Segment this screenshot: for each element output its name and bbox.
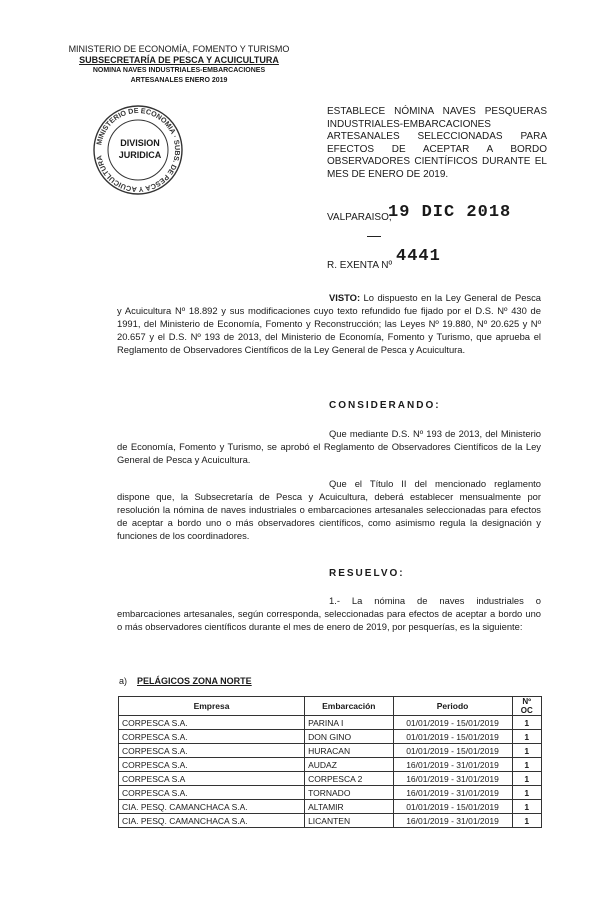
cell-empresa: CORPESCA S.A: [119, 772, 305, 786]
cell-periodo: 01/01/2019 - 15/01/2019: [393, 716, 512, 730]
section-heading: [119, 676, 252, 686]
considerando-paragraph-1: Que mediante D.S. Nº 193 de 2013, del Ministerio de Economía, Fomento y Turismo, se aprobó el Reglamento de Observadores Científicos de la Ley General de Pesca y Acuicultura.: [117, 428, 541, 465]
visto-label: VISTO:: [329, 292, 361, 303]
resolution-number: 4441: [396, 247, 441, 266]
table-row: [119, 772, 542, 786]
cell-empresa: CORPESCA S.A.: [119, 786, 305, 800]
letterhead: [64, 44, 294, 86]
table-row: [119, 814, 542, 828]
stamp-ring-text: MINISTERIO DE ECONOMIA · SUBS. DE PESCA Y ACUICULTURA: [94, 105, 183, 195]
col-header-oc-line2: OC: [520, 706, 533, 715]
cell-empresa: CIA. PESQ. CAMANCHACA S.A.: [119, 814, 305, 828]
cell-embarcacion: HURACAN: [305, 744, 393, 758]
cell-oc: 1: [512, 772, 542, 786]
cell-oc: 1: [512, 730, 542, 744]
cell-empresa: CORPESCA S.A.: [119, 730, 305, 744]
col-header-empresa: Empresa: [119, 697, 305, 716]
date-stamp: 19 DIC 2018: [388, 203, 512, 222]
place: VALPARAISO,: [327, 212, 392, 223]
stamp-center-text: [100, 137, 180, 161]
cell-empresa: CORPESCA S.A.: [119, 758, 305, 772]
cell-periodo: 01/01/2019 - 15/01/2019: [393, 744, 512, 758]
divider-dash: [367, 236, 381, 237]
cell-embarcacion: CORPESCA 2: [305, 772, 393, 786]
stamp-division: DIVISION: [120, 138, 160, 148]
cell-empresa: CIA. PESQ. CAMANCHACA S.A.: [119, 800, 305, 814]
resolution-label: R. EXENTA Nº: [327, 260, 393, 271]
cell-embarcacion: ALTAMIR: [305, 800, 393, 814]
table-row: [119, 730, 542, 744]
cell-periodo: 16/01/2019 - 31/01/2019: [393, 758, 512, 772]
visto-paragraph: [117, 291, 541, 356]
table-row: [119, 786, 542, 800]
cell-embarcacion: LICANTEN: [305, 814, 393, 828]
col-header-oc-line1: Nº: [522, 697, 532, 706]
cell-oc: 1: [512, 716, 542, 730]
section-letter: a): [119, 676, 128, 686]
resuelvo-paragraph-1: 1.- La nómina de naves industriales o embarcaciones artesanales, según corresponda, seleccionadas para efectos de aceptar a bordo uno o más observadores científicos durante el mes de enero de 2019, por pesquerías, es la siguiente:: [117, 595, 541, 632]
cell-periodo: 01/01/2019 - 15/01/2019: [393, 800, 512, 814]
table-row: [119, 716, 542, 730]
cell-periodo: 16/01/2019 - 31/01/2019: [393, 814, 512, 828]
subsecretaria-name: SUBSECRETARÍA DE PESCA Y ACUICULTURA: [79, 55, 279, 65]
cell-embarcacion: PARINA I: [305, 716, 393, 730]
cell-oc: 1: [512, 800, 542, 814]
cell-embarcacion: DON GINO: [305, 730, 393, 744]
col-header-embarcacion: Embarcación: [305, 697, 393, 716]
stamp-juridica: JURIDICA: [118, 150, 162, 160]
cell-oc: 1: [512, 786, 542, 800]
resuelvo-heading: RESUELVO:: [329, 568, 405, 579]
cell-oc: 1: [512, 814, 542, 828]
table-row: [119, 744, 542, 758]
nomina-line-1: NOMINA NAVES INDUSTRIALES-EMBARCACIONES: [92, 67, 266, 74]
table-row: [119, 800, 542, 814]
visto-text: Lo dispuesto en la Ley General de Pesca y Acuicultura Nº 18.892 y sus modificaciones cuyo texto refundido fue fijado por el D.S. Nº 430 de 1991, del Ministerio de Economía, Fomento y Reconstrucción; las Leyes Nº 19.880, Nº 20.625 y Nº 20.657 y el D.S. Nº 193 de 2013, del Ministerio de Economía, Fomento y Turismo, que aprueba el Reglamento de Observadores Científicos de la Ley General de Pesca y Acuicultura.: [117, 292, 541, 355]
col-header-oc: [512, 697, 542, 716]
cell-periodo: 01/01/2019 - 15/01/2019: [393, 730, 512, 744]
observers-table: [118, 696, 542, 828]
cell-oc: 1: [512, 758, 542, 772]
cell-periodo: 16/01/2019 - 31/01/2019: [393, 786, 512, 800]
cell-embarcacion: TORNADO: [305, 786, 393, 800]
cell-empresa: CORPESCA S.A.: [119, 744, 305, 758]
col-header-periodo: Periodo: [393, 697, 512, 716]
considerando-heading: CONSIDERANDO:: [329, 400, 441, 411]
cell-oc: 1: [512, 744, 542, 758]
cell-empresa: CORPESCA S.A.: [119, 716, 305, 730]
resolution-title: ESTABLECE NÓMINA NAVES PESQUERAS INDUSTRIALES-EMBARCACIONES ARTESANALES SELECCIONADAS PARA EFECTOS DE ACEPTAR A BORDO OBSERVADORES CIENTÍFICOS DURANTE EL MES DE ENERO DE 2019.: [327, 106, 547, 180]
cell-embarcacion: AUDAZ: [305, 758, 393, 772]
nomina-line-2: ARTESANALES ENERO 2019: [130, 77, 228, 84]
table-header-row: [119, 697, 542, 716]
section-title: PELÁGICOS ZONA NORTE: [137, 676, 252, 686]
considerando-paragraph-2: Que el Título II del mencionado reglamento dispone que, la Subsecretaría de Pesca y Acuicultura, deberá establecer mensualmente por resolución la nómina de naves industriales o embarcaciones artesanales seleccionadas para efectos de aceptar a bordo uno o más observadores científicos, como asimismo regula la designación y funciones de los coordinadores.: [117, 478, 541, 541]
cell-periodo: 16/01/2019 - 31/01/2019: [393, 772, 512, 786]
table-row: [119, 758, 542, 772]
ministry-name: MINISTERIO DE ECONOMÍA, FOMENTO Y TURISMO: [68, 44, 290, 54]
